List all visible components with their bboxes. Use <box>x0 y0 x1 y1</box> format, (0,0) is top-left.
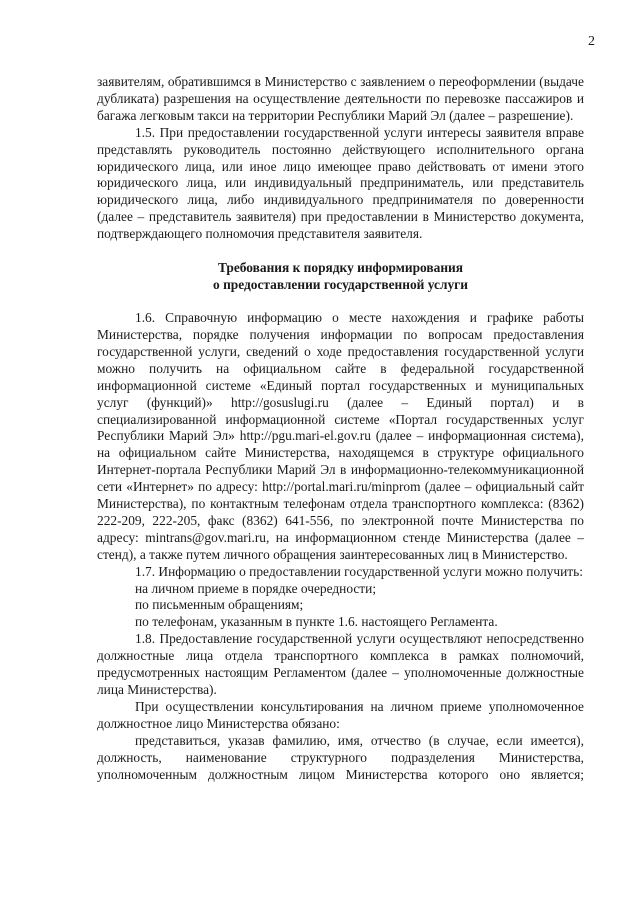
paragraph-p-1-7: 1.7. Информацию о предоставлении государственной услуги можно получить: <box>135 563 583 579</box>
document-body <box>97 74 584 783</box>
paragraph-p-consult: При осуществлении консультирования на личном приеме уполномоченное должностное лицо Министерства обязано: <box>97 698 584 731</box>
top-paragraphs <box>97 74 584 243</box>
list-item: на личном приеме в порядке очередности; <box>135 580 377 596</box>
section-heading-line-1: Требования к порядку информирования <box>217 260 464 276</box>
paragraph-p-introduce: представиться, указав фамилию, имя, отчество (в случае, если имеется), должность, наименование структурного подразделения Министерства, уполномоченным должностным лицом Министерства которого оно является; <box>97 732 584 782</box>
paragraph-p-cont: заявителям, обратившимся в Министерство с заявлением о переоформлении (выдаче дубликата) разрешения на осуществление деятельности по перевозке пассажиров и багажа легковым такси на территории Республики Марий Эл (далее – разрешение). <box>97 74 584 123</box>
paragraph-p-1-6: 1.6. Справочную информацию о месте нахождения и графике работы Министерства, порядке получения информации по вопросам предоставления государственной услуги, сведений о ходе предоставления государственной услуги можно получить на официальном сайте в федеральной государственной информационной системе «Единый портал государственных и муниципальных услуг (функций)» http://gosuslugi.ru (далее – Единый портал) и в специализированной информационной системе «Портал государственных услуг Республики Марий Эл» http://pgu.mari-el.gov.ru (далее – информационная система), на официальном сайте Министерства, находящемся в структуре официального Интернет-портала Республики Марий Эл в информационно-телекоммуникационной сети «Интернет» по адресу: http://portal.mari.ru/minprom (далее – официальный сайт Министерства), по контактным телефонам отдела транспортного комплекса: (8362) 222-209, 222-205, факс (8362) 641-556, по электронной почте Министерства по адресу: mintrans@gov.mari.ru, на информационном стенде Министерства (далее – стенд), а также путем личного обращения заинтересованных лиц в Министерство. <box>97 310 584 562</box>
bottom-paragraphs <box>97 310 584 783</box>
paragraph-p-1-8: 1.8. Предоставление государственной услуги осуществляют непосредственно должностные лица отдела транспортного комплекса в рамках полномочий, предусмотренных настоящим Регламентом (далее – уполномоченные должностные лица Министерства). <box>97 631 584 697</box>
list-item: по телефонам, указанным в пункте 1.6. настоящего Регламента. <box>135 614 498 630</box>
list-item: по письменным обращениям; <box>135 597 304 613</box>
section-heading-line-2: о предоставлении государственной услуги <box>213 277 468 293</box>
page-number: 2 <box>588 34 595 49</box>
paragraph-p-1-5: 1.5. При предоставлении государственной услуги интересы заявителя вправе представлять руководитель постоянно действующего исполнительного органа юридического лица, или иное лицо имеющее право действовать от имени этого юридического лица, или индивидуальный предприниматель, или представитель юридического лица, либо индивидуального предпринимателя по доверенности (далее – представитель заявителя) при предоставлении в Министерство документа, подтверждающего полномочия представителя заявителя. <box>97 124 584 242</box>
